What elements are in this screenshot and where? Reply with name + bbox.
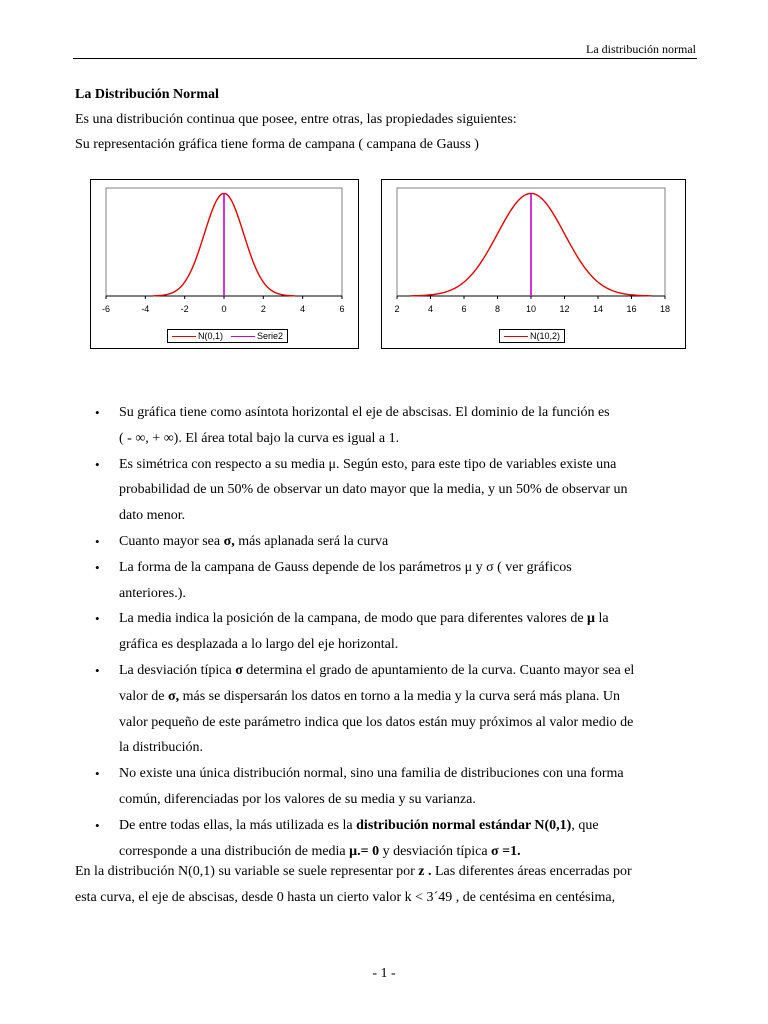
- x-tick-label: 18: [659, 304, 671, 314]
- chart-n01-legend: [167, 329, 288, 343]
- intro-paragraph-2: Su representación gráfica tiene forma de campana ( campana de Gauss ): [75, 137, 479, 152]
- legend-entry: [231, 330, 283, 342]
- x-tick-label: -6: [101, 304, 111, 314]
- x-tick-label: -4: [141, 304, 150, 314]
- x-tick-label: 2: [260, 304, 266, 314]
- list-item: • La media indica la posición de la campana, de modo que para diferentes valores de μ la gráfica es desplazada a lo largo del eje horizontal.: [93, 606, 713, 658]
- list-item: • Cuanto mayor sea σ, más aplanada será la curva: [93, 529, 713, 555]
- legend-label: N(0,1): [198, 331, 224, 341]
- x-tick-label: 14: [592, 304, 604, 314]
- legend-label: Serie2: [257, 331, 284, 341]
- page-number: - 1 -: [372, 966, 396, 981]
- x-tick-label: 2: [394, 304, 400, 314]
- x-tick-label: 4: [427, 304, 434, 314]
- running-header: La distribución normal: [586, 42, 696, 56]
- x-tick-label: 8: [494, 304, 501, 314]
- intro-paragraph: Es una distribución continua que posee, entre otras, las propiedades siguientes:: [75, 112, 517, 127]
- properties-list: [93, 400, 713, 864]
- list-item: • Es simétrica con respecto a su media μ. Según esto, para este tipo de variables existe una probabilidad de un 50% de observar un dato mayor que la media, y un 50% de observar un dato menor.: [93, 452, 713, 529]
- chart-n102-svg: [382, 180, 685, 348]
- x-tick-label: -2: [180, 304, 189, 314]
- legend-label: N(10,2): [530, 331, 561, 341]
- closing-paragraph: En la distribución N(0,1) su variable se suele representar por z . Las diferentes áreas encerradas por esta curva, el eje de abscisas, desde 0 hasta un cierto valor k < 3´49 , de centésima en centésima,: [75, 864, 632, 905]
- list-item: • Su gráfica tiene como asíntota horizontal el eje de abscisas. El dominio de la función es ( - ∞, + ∞). El área total bajo la curva es igual a 1.: [93, 400, 713, 452]
- list-item: • La desviación típica σ determina el grado de apuntamiento de la curva. Cuanto mayor sea el valor de σ, más se dispersarán los datos en torno a la media y la curva será más plana. Un valor pequeño de este parámetro indica que los datos están muy próximos al valor medio de la distribución.: [93, 658, 713, 761]
- header-rule: [73, 58, 697, 59]
- chart-n01-svg: [91, 180, 358, 348]
- x-tick-label: 12: [559, 304, 570, 314]
- legend-entry: [504, 330, 560, 342]
- x-tick-label: 6: [461, 304, 467, 314]
- list-item: • La forma de la campana de Gauss depende de los parámetros μ y σ ( ver gráficos anteriores.).: [93, 555, 713, 607]
- legend-entry: [172, 330, 223, 342]
- x-tick-label: 6: [339, 304, 345, 314]
- x-tick-label: 10: [525, 304, 537, 314]
- section-title: La Distribución Normal: [75, 87, 219, 102]
- x-tick-label: 4: [300, 304, 306, 314]
- list-item: • No existe una única distribución normal, sino una familia de distribuciones con una forma común, diferenciadas por los valores de su media y su varianza.: [93, 761, 713, 813]
- x-tick-label: 16: [626, 304, 637, 314]
- chart-n102: [381, 179, 686, 349]
- chart-n01: [90, 179, 359, 349]
- x-tick-label: 0: [221, 304, 227, 314]
- chart-n102-legend: [499, 329, 565, 343]
- list-item: • De entre todas ellas, la más utilizada es la distribución normal estándar N(0,1), que corresponde a una distribución de media μ.= 0 y desviación típica σ =1.: [93, 813, 713, 865]
